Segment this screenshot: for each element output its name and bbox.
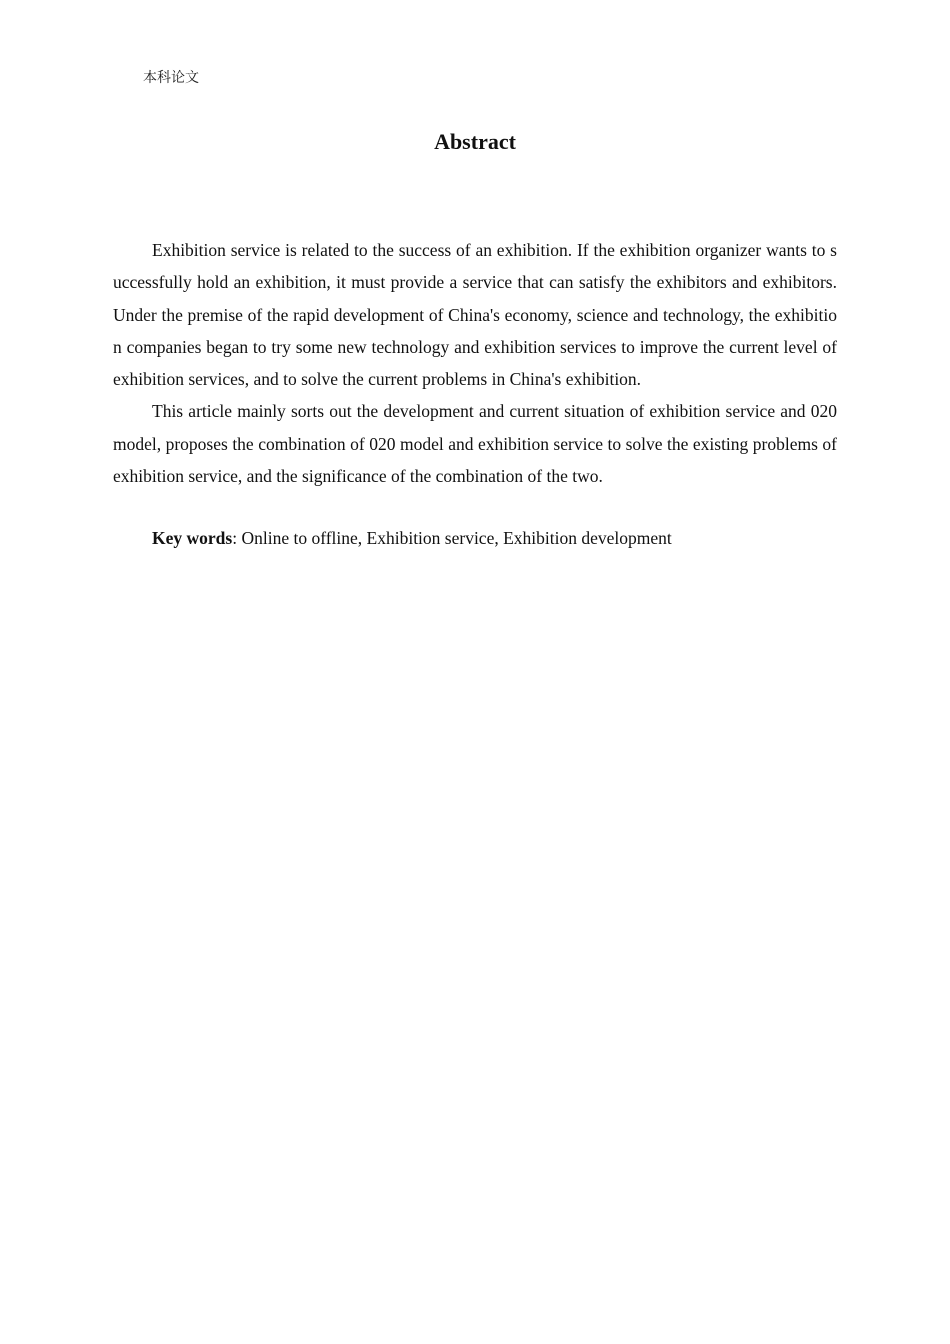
keywords-line <box>113 522 837 554</box>
abstract-paragraph-2: This article mainly sorts out the development and current situation of exhibition service and 020 model, proposes the combination of 020 model and exhibition service to solve the existing problems of exhibition service, and the significance of the combination of the two. <box>113 401 837 487</box>
keywords-list: Online to offline, Exhibition service, Exhibition development <box>241 528 672 549</box>
keywords-separator: : <box>232 528 242 549</box>
keywords-label: Key words <box>152 528 233 549</box>
running-head: 本科论文 <box>143 70 199 86</box>
abstract-title: Abstract <box>434 129 516 154</box>
abstract-paragraph-1: Exhibition service is related to the success of an exhibition. If the exhibition organizer wants to successfully hold an exhibition, it must provide a service that can satisfy the exhibitors and exhibitors. Under the premise of the rapid development of China's economy, science and technology, the exhibition companies began to try some new technology and exhibition services to improve the current level of exhibition services, and to solve the current problems in China's exhibition. <box>113 240 837 390</box>
abstract-body <box>113 234 837 555</box>
